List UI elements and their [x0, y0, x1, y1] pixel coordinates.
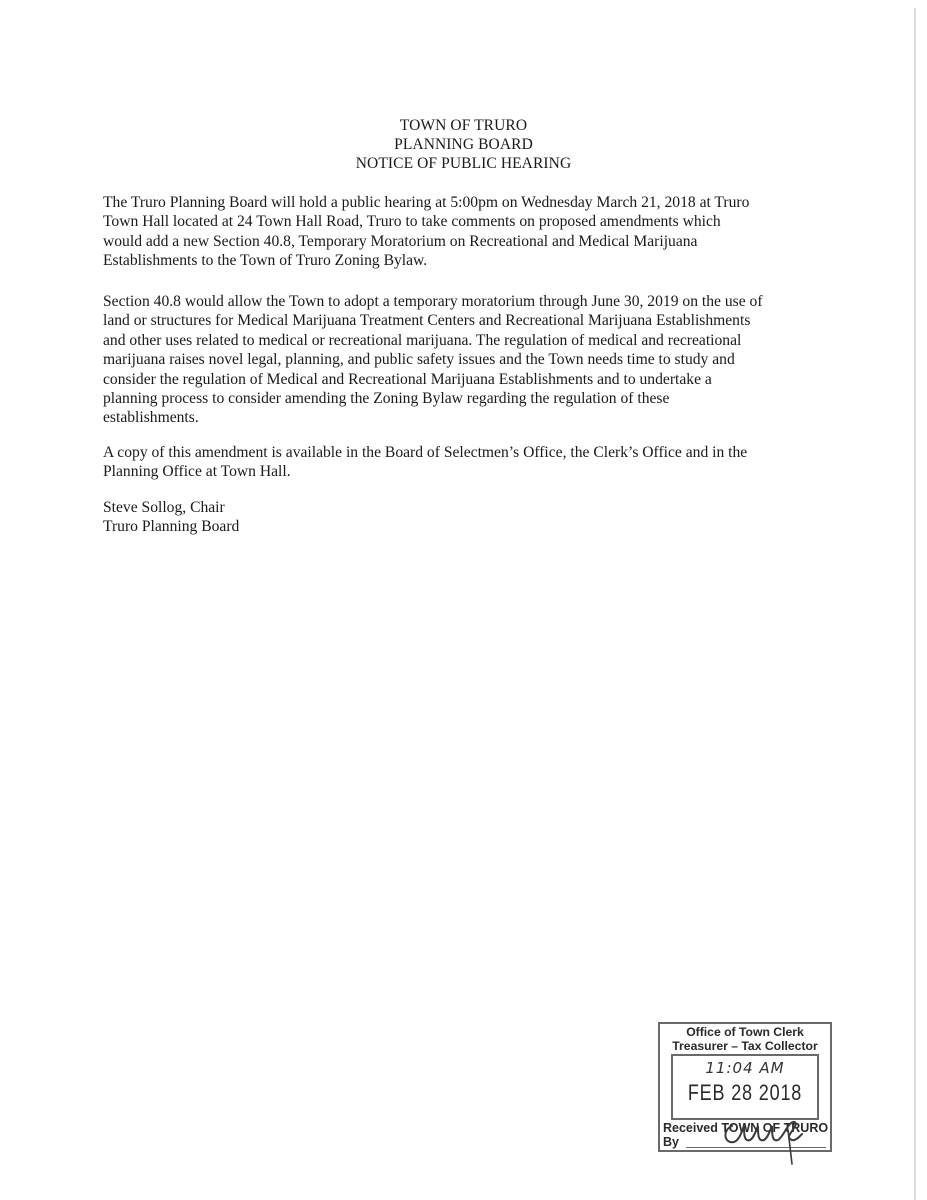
header-town-name: TOWN OF TRURO — [399, 117, 528, 134]
signer-organization: Truro Planning Board — [103, 518, 240, 536]
paragraph-copy-availability — [103, 443, 808, 482]
text-line: would add a new Section 40.8, Temporary Moratorium on Recreational and Medical Marijuana — [103, 232, 698, 250]
paragraph-hearing-announcement — [103, 193, 808, 271]
text-line: marijuana raises novel legal, planning, and public safety issues and the Town needs time to study and — [103, 351, 735, 369]
header-board-name: PLANNING BOARD — [394, 136, 533, 153]
stamp-header — [660, 1026, 830, 1053]
stamp-date-box — [671, 1054, 819, 1120]
stamp-date: FEB 28 2018 — [687, 1080, 803, 1105]
text-line: The Truro Planning Board will hold a public hearing at 5:00pm on Wednesday March 21, 2018 at Truro — [103, 194, 750, 211]
text-line: establishments. — [103, 409, 199, 427]
text-line: Planning Office at Town Hall. — [103, 463, 291, 481]
text-line: Establishments to the Town of Truro Zoning Bylaw. — [103, 252, 428, 270]
scan-edge-line — [914, 8, 916, 1200]
stamp-office-line1: Office of Town Clerk — [686, 1025, 804, 1039]
stamp-received-label: Received TOWN OF TRURO — [663, 1121, 829, 1135]
stamp-signature-line — [686, 1147, 826, 1148]
header-notice-title: NOTICE OF PUBLIC HEARING — [355, 155, 572, 172]
text-line: and other uses related to medical or recreational marijuana. The regulation of medical and recreational — [103, 331, 742, 349]
text-line: Section 40.8 would allow the Town to adopt a temporary moratorium through June 30, 2019 on the use of — [103, 293, 763, 310]
paragraph-section-description — [103, 292, 808, 428]
signature-block — [103, 498, 808, 537]
stamp-by-label: By — [663, 1135, 679, 1149]
text-line: planning process to consider amending the Zoning Bylaw regarding the regulation of these — [103, 390, 670, 408]
signer-name: Steve Sollog, Chair — [103, 499, 225, 516]
text-line: Town Hall located at 24 Town Hall Road, Truro to take comments on proposed amendments which — [103, 213, 721, 231]
text-line: A copy of this amendment is available in the Board of Selectmen’s Office, the Clerk’s Office and in the — [103, 444, 748, 461]
stamp-handwritten-time: 11:04 AM — [705, 1059, 785, 1077]
text-line: consider the regulation of Medical and Recreational Marijuana Establishments and to undertake a — [103, 370, 712, 388]
text-line: land or structures for Medical Marijuana Treatment Centers and Recreational Marijuana Establishments — [103, 312, 751, 330]
stamp-office-line2: Treasurer – Tax Collector — [672, 1038, 818, 1053]
notice-header — [0, 116, 927, 173]
town-clerk-received-stamp — [658, 1022, 832, 1152]
